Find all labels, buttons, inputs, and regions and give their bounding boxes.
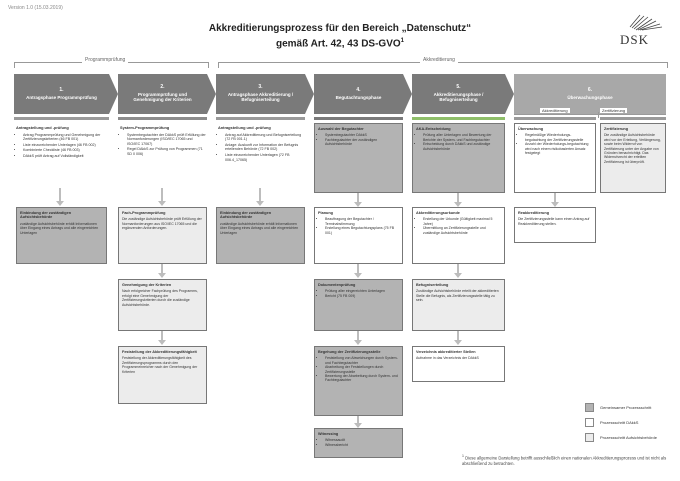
col3-text <box>218 126 304 163</box>
col4-box4-item: • Bewertung der Abarbeitung durch System- und Fachbegutachter <box>325 374 399 383</box>
col6-tab-divider <box>598 112 599 118</box>
phase-5-label: Akkreditierungsphase / Befugniserteilung <box>433 91 484 103</box>
col2-box2-heading: Genehmigung der Kriterien <box>122 283 172 287</box>
col3-bar <box>216 117 305 120</box>
col2-box-genehmigung <box>118 279 207 331</box>
col6-box3-heading: Reakkreditierung <box>518 211 550 215</box>
title-footnote-mark: 1 <box>400 38 404 44</box>
phase-6-label: Überwachungsphase <box>567 94 613 100</box>
col3-item: • Anlage: Auskunft zur Information der Befugnis erteilenden Behörde (72 FB 002) <box>225 143 304 152</box>
legend-label-authority: Prozessschritt Aufsichtsbehörde <box>600 435 657 440</box>
col1-item: • DAkkS prüft Antrag auf Vollständigkeit <box>23 154 108 159</box>
col4-arrow-down-icon <box>354 340 362 345</box>
col1-item: • Liste einzureichender Unterlagen (46 FB 002) <box>23 143 108 148</box>
col2-heading: System-Programmprüfung <box>120 125 170 130</box>
col6-bar-left <box>514 117 596 120</box>
col1-box-text: zuständige Aufsichtsbehörde erhält Informationen über Eingang eines Antrags und alle eingereichten Unterlagen <box>20 221 99 235</box>
col2-connector-1 <box>161 188 163 202</box>
col6-box2-text: Die zuständige Aufsichtsbehörde wird vor der Erteilung, Verlängerung, sowie beim Widerruf von Zertifizierung unter der Angabe von Gründen benachrichtigt. Das Widerrufsrecht der erteilten Zertifizierung ist überprüft. <box>604 133 661 164</box>
col3-item: • Liste einzureichender Unterlagen (72 FB 006.4_17065) <box>225 153 304 162</box>
legend-swatch-dakks <box>585 418 594 427</box>
col3-box-integration <box>216 207 305 264</box>
col4-arrow-down-icon <box>354 273 362 278</box>
col6-box-reakkreditierung <box>514 207 596 243</box>
phase-1-label: Antragsphase Programmprüfung <box>26 94 97 100</box>
version-label: Version 1.0 (15.03.2019) <box>8 5 63 11</box>
phase-5-num: 5. <box>456 84 461 91</box>
col4-box-dokumente <box>314 279 403 331</box>
col4-box2-item: • Erstellung eines Begutachtungsplans (75 FB 001) <box>325 226 399 235</box>
phase-2-label: Programmprüfung und Genehmigung der Kriterien <box>133 91 192 103</box>
col6-box1-item: • Regelmäßige Wiederholungs-begutachtung der Zertifizierungsstelle <box>525 133 592 142</box>
col5-arrow-down-icon <box>454 273 462 278</box>
col2-box-fach <box>118 207 207 264</box>
title-line1: Akkreditierungsprozess für den Bereich „Datenschutz“ <box>208 23 472 34</box>
bracket-accreditation-label: Akkreditierung <box>420 57 458 63</box>
phase-4-label: Begutachtungsphase <box>335 94 382 100</box>
col4-box4-item: • Feststellung von Abweichungen durch System- und Fachbegutachter <box>325 356 399 365</box>
col5-box1-heading: AKA-Entscheidung <box>416 127 451 131</box>
col2-box3-text: Feststellung der Akkreditierungsfähigkeit des Zertifizierungsprogramms durch den Programmeinreicher nach der Genehmigung der Kriterien <box>122 356 198 374</box>
phase-4-num: 4. <box>356 87 361 93</box>
col4-box5-item: • Witnessbericht <box>325 443 399 447</box>
col6-box1-item: • Anzahl der Wiederholungs-begutachtung wird nach einem risikobasierten Ansatz festgelegt <box>525 142 592 155</box>
col5-box-urkunde <box>412 207 505 264</box>
phase-1-arrow <box>109 74 118 114</box>
col3-heading: Antragstellung und -prüfung <box>218 125 271 130</box>
col4-box1-item: • Systembegutachter DAkkS <box>325 133 399 137</box>
col4-box1-heading: Auswahl der Begutachter <box>318 127 364 131</box>
phase-6-header <box>514 74 666 114</box>
col5-box2-item: • Erstellung der Urkunde (Gültigkeit maximal 5 Jahre) <box>423 217 501 226</box>
col1-connector <box>59 188 61 202</box>
col4-box5-item: • Witnessaudit <box>325 438 399 442</box>
col1-heading: Antragstellung und -prüfung <box>16 125 69 130</box>
col2-text <box>120 126 206 158</box>
col3-arrow-down-icon <box>256 201 264 206</box>
col2-box1-heading: Fach-Programmprüfung <box>122 211 166 215</box>
phase-6-num: 6. <box>587 87 593 93</box>
col3-connector <box>259 188 261 202</box>
col6-box2-heading: Zertifizierung <box>604 127 629 131</box>
phase-3-header <box>216 74 305 114</box>
col5-arrow-down-icon <box>454 340 462 345</box>
footnote <box>462 454 672 466</box>
page-title <box>150 23 530 50</box>
col4-box2-heading: Planung <box>318 211 333 215</box>
phase-2-num: 2. <box>160 84 165 91</box>
col3-item: • Antrag auf Akkreditierung und Befugniserteilung (72 FB 001.1) <box>225 133 304 142</box>
bracket-program-label: Programmprüfung <box>82 57 128 63</box>
col6-tab-line <box>514 114 666 115</box>
col5-box3-text: Zuständige Aufsichtsbehörde erteilt der akkreditierten Stelle die Befugnis, als Zertifizierungsstelle tätig zu sein. <box>416 289 499 303</box>
phase-2-header <box>118 74 207 114</box>
col3-box-heading: Einbindung der zuständigen Aufsichtsbehörde <box>220 211 272 220</box>
col4-box3-heading: Dokumentenprüfung <box>318 283 356 287</box>
col5-box2-item: • Übermittlung an Zertifizierungsstelle und zuständige Aufsichtsbehörde <box>423 226 501 235</box>
phase-5-arrow <box>505 74 514 114</box>
col6-tab-accreditation: Akkreditierung <box>542 108 568 113</box>
col5-box3-heading: Befugniserteilung <box>416 283 449 287</box>
col1-box-heading: Einbindung der zuständigen Aufsichtsbehörde <box>20 211 72 220</box>
phase-1-header <box>14 74 109 114</box>
col5-box-verzeichnis <box>412 346 505 382</box>
footnote-text: Diese allgemeine Darstellung betrifft ausschließlich einen nationalen Akkreditierungsprozess und ist nicht als abschließend zu betrachten. <box>462 455 667 466</box>
phase-4-arrow <box>403 74 412 114</box>
col1-item: • Kombinierte Checkliste (46 FB 003) <box>23 148 108 153</box>
col5-box4-text: Aufnahme in das Verzeichnis der DAkkS <box>416 356 479 361</box>
phase-4-header <box>314 74 403 114</box>
col2-box2-text: Nach erfolgreicher Fachprüfung des Programms, erfolgt eine Genehmigung der Zertifizierungskriterien durch die zuständige Aufsichtsbehörde. <box>122 289 198 307</box>
footnote-mark: 1 <box>462 454 464 458</box>
col2-arrow-down-icon <box>158 273 166 278</box>
col6-box-ueberwachung <box>514 123 596 193</box>
col4-box2-item: • Beauftragung der Begutachter / Terminabstimmung <box>325 217 399 226</box>
col2-item: • Systembegutachter der DAkkS prüft Erfüllung der Normanforderungen (ISO/IEC 17065 und ISO/IEC 17067) <box>127 133 206 147</box>
col6-bar-right <box>600 117 666 120</box>
col6-box1-heading: Überwachung <box>518 127 544 131</box>
col2-arrow-down-icon <box>158 201 166 206</box>
col1-box-integration <box>16 207 107 264</box>
col1-item: • Antrag Programmprüfung und Genehmigung der Zertifizierungskriterien (46 FB 001) <box>23 133 108 142</box>
col4-box5-heading: Witnessing <box>318 432 339 436</box>
title-line2-wrap <box>150 35 530 50</box>
col1-bar <box>14 117 109 120</box>
col4-bar <box>314 117 403 120</box>
col2-box1-text: Die zuständige Aufsichtsbehörde prüft Erfüllung der Normanforderungen aus ISO/IEC 17065 und die ergänzenden Anforderungen. <box>122 217 202 231</box>
dsk-logo <box>612 10 670 48</box>
col2-box3-heading: Feststellung der Akkreditierungsfähigkeit <box>122 350 197 354</box>
title-line2: gemäß Art. 42, 43 DS-GVO <box>275 38 401 50</box>
logo-text: DSK <box>620 32 650 47</box>
col4-box3-item: • Prüfung aller eingereichten Unterlagen <box>325 289 399 293</box>
col6-box-zertifizierung <box>600 123 666 193</box>
col4-box-planung <box>314 207 403 264</box>
col5-bar <box>412 117 505 120</box>
col5-box-aka <box>412 123 505 193</box>
col3-box-text: zuständige Aufsichtsbehörde erhält Informationen über Eingang eines Antrags und alle eingereichten Unterlagen <box>220 221 299 235</box>
col5-box1-item: • Prüfung aller Unterlagen und Bewertung der Berichte der System- und Fachbegutachter <box>423 133 501 142</box>
col6-tab-certification: Zertifizierung <box>602 108 626 113</box>
col2-item: • Regel DAkkS zur Prüfung von Programmen (71 SD 0 006) <box>127 147 206 156</box>
dsk-emblem-icon <box>612 10 670 32</box>
phase-1-num: 1. <box>59 87 64 93</box>
col4-box-auswahl <box>314 123 403 193</box>
phase-5-header <box>412 74 505 114</box>
col4-box3-item: • Bericht (75 FB 009) <box>325 294 399 298</box>
phase-3-num: 3. <box>258 84 263 91</box>
col4-box4-item: • Abarbeitung der Feststellungen durch Zertifizierungsstelle <box>325 365 399 374</box>
legend-swatch-authority <box>585 433 594 442</box>
col4-box-witnessing <box>314 428 403 458</box>
legend-label-dakks: Prozessschritt DAkkS <box>600 420 639 425</box>
col1-arrow-down-icon <box>56 201 64 206</box>
col5-box4-heading: Verzeichnis akkreditierter Stellen <box>416 350 476 354</box>
legend-label-joint: Gemeinsamer Prozessschritt <box>600 405 652 410</box>
col4-box1-item: • Fachbegutachter der zuständigen Aufsichtsbehörde <box>325 138 399 147</box>
col5-box2-heading: Akkreditierungsurkunde <box>416 211 460 215</box>
phase-3-arrow <box>305 74 314 114</box>
col4-box-begehung <box>314 346 403 416</box>
phase-3-label: Antragsphase Akkreditierung / Befugniserteilung <box>227 91 294 103</box>
col2-box-feststellung <box>118 346 207 404</box>
legend-swatch-joint <box>585 403 594 412</box>
col4-box4-heading: Begehung der Zertifizierungsstelle <box>318 350 381 354</box>
col6-box3-text: Die Zertifizierungsstelle kann einen Antrag auf Reakkreditierung stellen. <box>518 217 590 226</box>
col5-box1-item: • Entscheidung durch DAkkS und zuständige Aufsichtsbehörde <box>423 142 501 151</box>
col5-box-befugnis <box>412 279 505 331</box>
col1-text <box>16 126 108 160</box>
col2-bar <box>118 117 207 120</box>
phase-2-arrow <box>207 74 216 114</box>
col2-arrow-down-icon <box>158 340 166 345</box>
